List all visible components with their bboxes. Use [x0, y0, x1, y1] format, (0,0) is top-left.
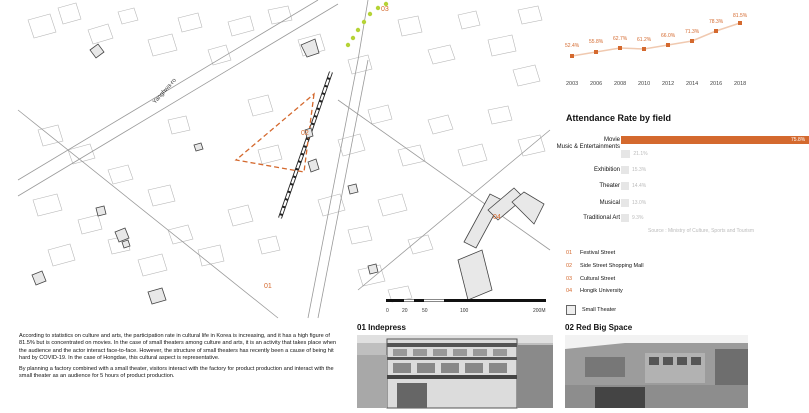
- year-label: 2010: [638, 81, 651, 87]
- svg-text:20: 20: [402, 308, 408, 314]
- trend-point: [618, 46, 622, 50]
- year-label: 2016: [710, 81, 723, 87]
- road-label: Yanghwa-ro: [152, 77, 178, 106]
- photo-indepress: [357, 335, 553, 408]
- attendance-title: Attendance Rate by field: [566, 113, 672, 123]
- small-theater-label: Small Theater: [582, 307, 617, 313]
- small-theater-swatch: [566, 305, 576, 315]
- trend-label: 61.2%: [637, 37, 652, 43]
- photo-title-red-big-space: 02 Red Big Space: [565, 323, 633, 332]
- marker-03: 03: [381, 6, 389, 13]
- svg-text:50: 50: [422, 308, 428, 314]
- bar-label: Exhibition: [593, 167, 620, 173]
- bar-label: Theater: [599, 183, 620, 189]
- svg-text:100: 100: [460, 308, 469, 314]
- bar-row: [556, 144, 800, 160]
- bar-label: Musical: [599, 200, 620, 206]
- trend-point: [714, 29, 718, 33]
- trend-label: 78.3%: [709, 19, 724, 25]
- year-label: 2012: [662, 81, 675, 87]
- trend-point: [738, 21, 742, 25]
- marker-04: 04: [493, 214, 501, 221]
- bar-row: [562, 164, 800, 176]
- legend-item: 02 Side Street Shopping Mall: [566, 263, 644, 269]
- year-label: 2008: [614, 81, 627, 87]
- bar-row: [562, 197, 800, 209]
- bar: [621, 214, 629, 222]
- trend-label: 55.8%: [589, 39, 604, 45]
- year-label: 2003: [566, 81, 579, 87]
- bar-label: Movie: [603, 137, 620, 143]
- bar: [621, 182, 629, 190]
- marker-02: 02: [301, 130, 309, 137]
- bar-value-label: 9.3%: [632, 215, 644, 221]
- legend-item: 01 Festival Street: [566, 250, 616, 256]
- svg-text:0: 0: [386, 308, 389, 314]
- trend-label: 81.5%: [733, 13, 748, 19]
- bar-row: [562, 180, 800, 192]
- trend-point: [570, 54, 574, 58]
- bar-value-label: 21.1%: [633, 151, 648, 157]
- bar: [621, 199, 629, 207]
- bar-row: [562, 212, 800, 224]
- bar-label: Music & Entertainments: [556, 144, 620, 150]
- bar-label: Traditional Art: [583, 215, 620, 221]
- marker-01: 01: [264, 283, 272, 290]
- description-text: [19, 333, 341, 385]
- trend-point: [642, 47, 646, 51]
- trend-label: 62.7%: [613, 36, 628, 42]
- year-label: 2014: [686, 81, 699, 87]
- year-label: 2018: [734, 81, 747, 87]
- photo-red-big-space: [565, 335, 748, 408]
- bar-value-label: 14.4%: [632, 183, 647, 189]
- trend-point: [594, 50, 598, 54]
- source-note: Source : Ministry of Culture, Sports and Tourism: [648, 228, 755, 234]
- svg-text:200M: 200M: [533, 308, 546, 314]
- bar: [621, 166, 629, 174]
- legend-item: 04 Hongik University: [566, 288, 623, 294]
- bar-value-label: 75.8%: [791, 137, 806, 143]
- trend-label: 52.4%: [565, 43, 580, 49]
- bar: [621, 136, 809, 144]
- site-map: [18, 0, 550, 318]
- year-label: 2006: [590, 81, 603, 87]
- trend-point: [666, 43, 670, 47]
- legend-item: 03 Cultural Street: [566, 276, 616, 282]
- photo-title-indepress: 01 Indepress: [357, 323, 406, 332]
- trend-label: 66.0%: [661, 33, 676, 39]
- bar-value-label: 13.0%: [632, 200, 647, 206]
- paragraph-2: By planning a factory combined with a small theater, visitors interact with the factory for product production and interact with the small theater as an audience for 5 hours of product production.: [19, 366, 334, 380]
- trend-point: [690, 39, 694, 43]
- bar-value-label: 15.3%: [632, 167, 647, 173]
- bar: [621, 150, 630, 158]
- trend-label: 71.3%: [685, 29, 700, 35]
- paragraph-1: According to statistics on culture and arts, the participation rate in cultural life in Korea is increasing, and it has a high figure of 81.5% but is concentrated on movies. In the case of small theaters among culture and arts, it is an activity that takes place when the audience and the actor interact face-to-face. However, the structure of small theaters has recently been a cause of being hit hard by COVID-19. In the case of Hongdae, this cultural aspect is representative.: [19, 333, 337, 361]
